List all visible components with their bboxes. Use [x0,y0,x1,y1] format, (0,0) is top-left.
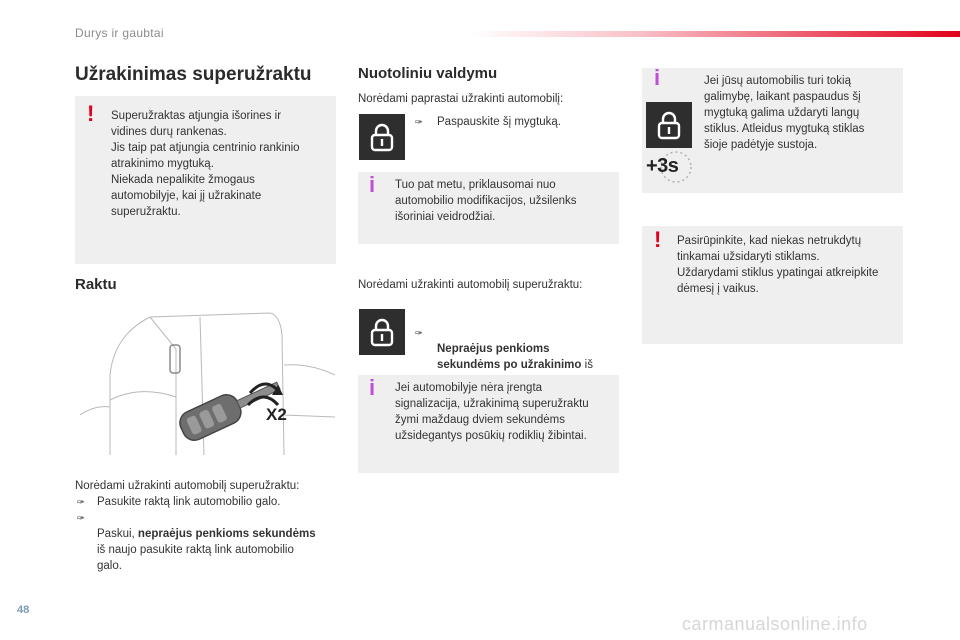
key-intro: Norėdami užrakinti automobilį superužraktu: [75,480,300,492]
warning-text: Superužraktas atjungia išorines ir vidines durų rankenas. Jis taip pat atjungia centrinio rankinio atrakinimo mygtuką. Niekada nepalikite žmogaus automobilyje, kai jį užrakinate superužraktu. [111,110,300,218]
warning-text-windows: Pasirūpinkite, kad niekas netrukdytų tinkamai užsidaryti stiklams. Uždarydami stiklus ypatingai atkreipkite dėmesį į vaikus. [677,235,879,295]
lock-button-image-3 [646,102,692,148]
remote-intro-1: Norėdami paprastai užrakinti automobilį: [358,93,564,105]
warning-box-superlock [75,96,336,264]
info-icon: i [369,172,376,197]
bullet-icon: ✑ [77,513,85,523]
remote-step-2: ✑ Nepraėjus penkioms sekundėms po užrakinimo iš [413,325,642,389]
section-title-key: Raktu [75,276,117,293]
header-accent-bar [470,31,960,37]
info-text-indicators: Jei automobilyje nėra įrengta signalizacija, užrakinimą superužraktu žymi maždaug dviem sekundėms užsidegantys posūkių rodiklių žibintai. [395,382,589,442]
bullet-icon: ✑ [415,117,423,127]
hold-3s-label: +3s [646,155,679,177]
bullet-icon: ✑ [77,497,85,507]
remote-intro-2: Norėdami užrakinti automobilį superužraktu: [358,279,583,291]
illustration-label: X2 [266,405,287,424]
warning-icon: ! [87,101,95,126]
lock-icon [656,110,682,140]
lock-button-image-1 [359,114,405,160]
lock-button-image-2 [359,309,405,355]
page-number: 48 [17,604,30,616]
warning-box-windows [642,226,903,344]
info-text-windows: Jei jūsų automobilis turi tokią galimybę, laikant paspaudus šį mygtuką galima uždaryti langų stiklus. Atleidus mygtuką stiklas šioje padėtyje sustoja. [704,75,865,151]
section-title: Durys ir gaubtai [75,26,164,40]
info-icon: i [369,375,376,400]
bullet-icon: ✑ [415,328,423,338]
lock-icon [369,317,395,347]
info-box-indicators [358,375,619,473]
key-step-1: ✑ Pasukite raktą link automobilio galo. [77,496,281,508]
info-text-mirrors: Tuo pat metu, priklausomai nuo automobilio modifikacijos, užsilenks išoriniai veidrodžiai. [395,179,577,223]
info-box-mirrors [358,172,619,244]
section-title-remote: Nuotoliniu valdymu [358,65,498,82]
remote-step-1: ✑ Paspauskite šį mygtuką. [415,116,562,128]
lock-icon [369,122,395,152]
key-door-illustration [80,305,335,455]
hold-3s-badge [646,150,692,184]
watermark: carmanualsonline.info [682,614,868,634]
warning-icon: ! [654,227,662,252]
key-step-2: ✑ Paskui, nepraėjus penkioms sekundėms iš naujo pasukite raktą link automobilio galo. [75,510,340,574]
key-instructions [75,478,340,574]
info-icon: i [654,65,661,90]
page-title: Užrakinimas superužraktu [75,64,312,85]
